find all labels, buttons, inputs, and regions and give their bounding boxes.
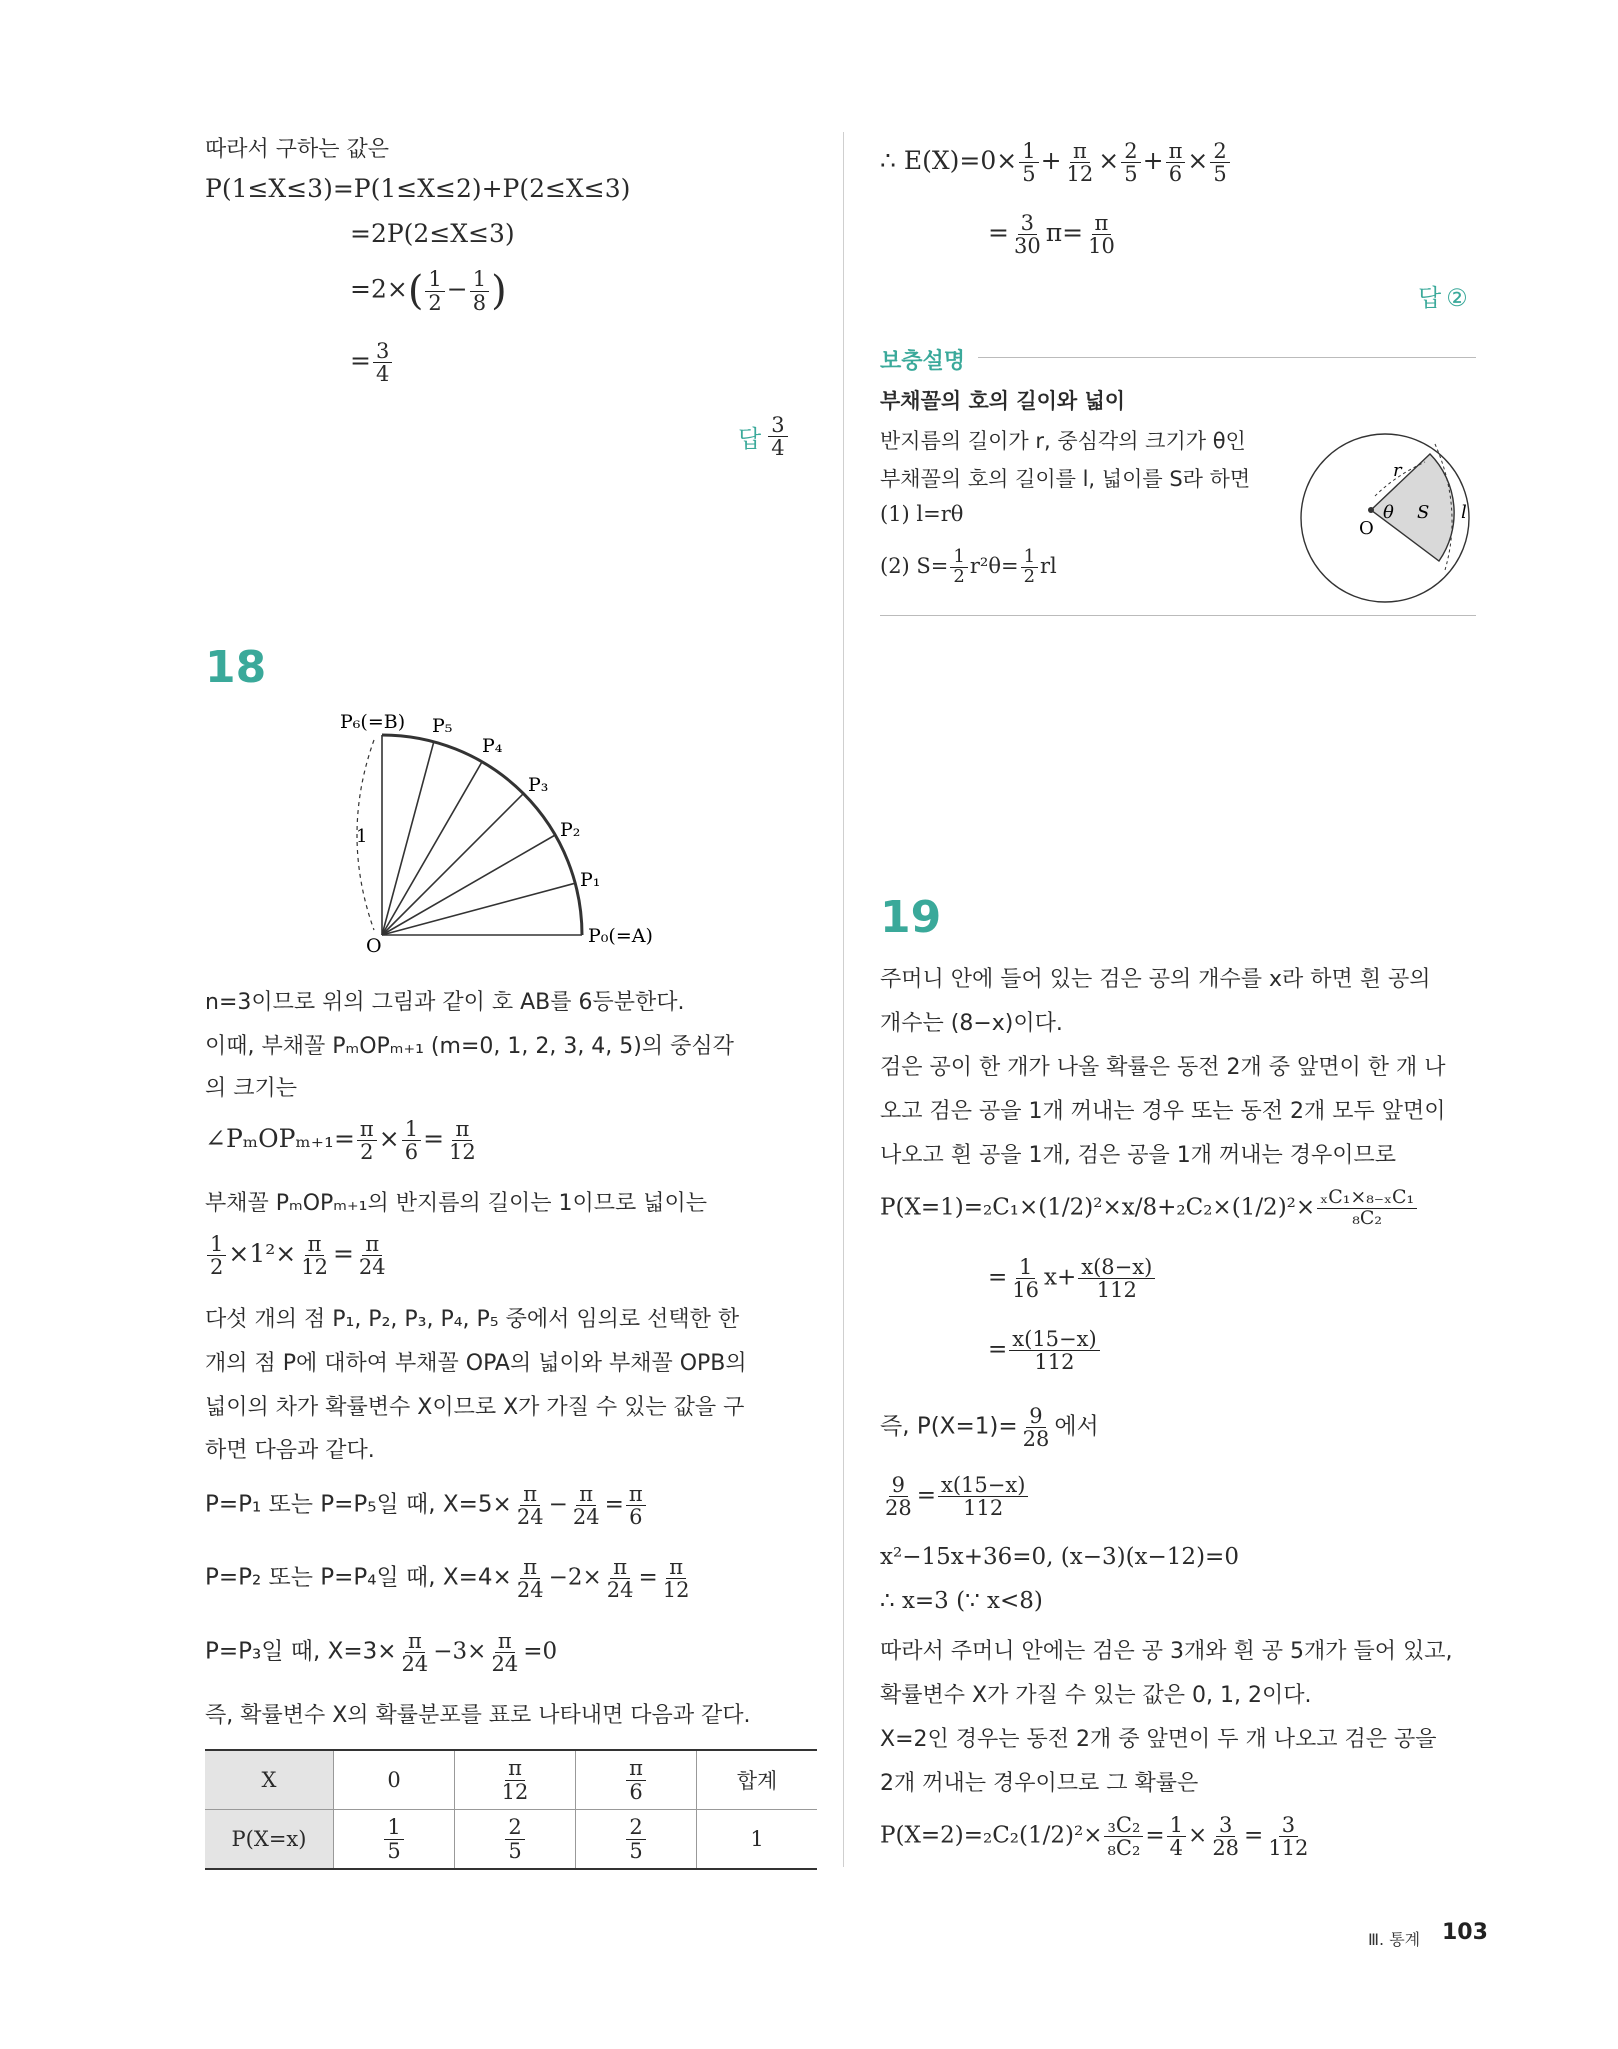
supplement-line-3: (1) l=rθ [880,502,964,526]
table-cell: $\frac{2}{5}$ [455,1810,576,1870]
sol19-line-4: 오고 검은 공을 1개 꺼내는 경우 또는 동전 2개 모두 앞면이 [880,1099,1446,1124]
supplement-rule-top [978,357,1476,358]
sol18-line-3: 의 크기는 [205,1076,298,1101]
label-p2: P₂ [560,819,581,841]
footer-section: Ⅲ. 통계 [1368,1930,1421,1949]
quadratic-eq: x²−15x+36=0, (x−3)(x−12)=0 [880,1544,1239,1570]
answer-17-right: 답 ② [1418,284,1468,312]
supplement-rule-bottom [880,615,1476,616]
prob-line-6: 즉, P(X=1)= $\frac{9}{28}$ 에서 [880,1404,1099,1452]
label-o: O [366,935,382,957]
table-header-x: X [205,1750,334,1810]
case-p2-p4: P=P₂ 또는 P=P₄일 때, X=4× $\frac{\pi}{24}$ −2× $\frac{\pi}{24}$ = $\frac{\pi}{12}$ [205,1555,690,1603]
area-eq: $\frac{1}{2}$ ×1²× $\frac{\pi}{12}$ = $\frac{\pi}{24}$ [205,1233,391,1278]
case-p3: P=P₃일 때, X=3× $\frac{\pi}{24}$ −3× $\frac{\pi}{24}$ =0 [205,1629,558,1677]
label-l: l [1461,502,1467,523]
prob-eq-1: P(X=1)=₂C₁×(1/2)²×x/8+₂C₂×(1/2)²× $\frac{\text{ₓC₁×₈₋ₓC₁}}{\text{₈C₂}}$ [880,1188,1419,1229]
sol18-line-2: 이때, 부채꼴 PₘOPₘ₊₁ (m=0, 1, 2, 3, 4, 5)의 중심각 [205,1034,734,1059]
sol19-line-9: X=2인 경우는 동전 2개 중 앞면이 두 개 나오고 검은 공을 [880,1727,1437,1752]
probability-table [205,1749,817,1870]
sol19-line-8: 확률변수 X가 가질 수 있는 값은 0, 1, 2이다. [880,1683,1312,1708]
label-p6: P₆(=B) [340,711,406,733]
label-p4: P₄ [482,735,503,757]
eq-line-3: =2×( $\frac{1}{2}$ − $\frac{1}{8}$ ) [350,267,507,315]
sol19-line-5: 나오고 흰 공을 1개, 검은 공을 1개 꺼내는 경우이므로 [880,1143,1396,1168]
sol18-line-6: 개의 점 P에 대하여 부채꼴 OPA의 넓이와 부채꼴 OPB의 [205,1351,747,1376]
label-r: r [1393,460,1402,481]
label-p3: P₃ [528,774,549,796]
label-theta: θ [1383,502,1394,523]
supplement-subtitle: 부채꼴의 호의 길이와 넓이 [880,389,1126,413]
angle-eq: ∠PₘOPₘ₊₁= $\frac{\pi}{2}$ × $\frac{1}{6}$ = $\frac{\pi}{12}$ [205,1117,476,1165]
page-number: 103 [1442,1920,1488,1945]
sol19-line-2: 개수는 (8−x)이다. [880,1011,1063,1036]
label-o: O [1359,518,1374,539]
supplement-line-1: 반지름의 길이가 r, 중심각의 크기가 θ인 [880,429,1246,453]
eq-line-4: = $\frac{3}{4}$ [350,340,394,385]
label-p0: P₀(=A) [588,925,653,947]
label-s: S [1417,502,1430,523]
table-cell: 0 [334,1750,455,1810]
eq-line-1: P(1≤X≤3)=P(1≤X≤2)+P(2≤X≤3) [205,174,631,203]
table-header-p: P(X=x) [205,1810,334,1870]
sector-figure [1285,418,1485,618]
prob-eq-4: $\frac{9}{28}$ = $\frac{x(15-x)}{112}$ [880,1474,1030,1519]
sol18-line-1: n=3이므로 위의 그림과 같이 호 AB를 6등분한다. [205,990,685,1015]
column-divider [843,132,844,1867]
table-cell: 1 [697,1810,818,1870]
label-p1: P₁ [580,869,601,891]
answer-17: 답 $\frac{3}{4}$ [738,414,790,459]
supplement-line-2: 부채꼴의 호의 길이를 l, 넓이를 S라 하면 [880,467,1251,491]
table-cell: $\frac{\pi}{12}$ [455,1750,576,1810]
sol18-line-9: 즉, 확률변수 X의 확률분포를 표로 나타내면 다음과 같다. [205,1703,751,1728]
sol18-line-8: 하면 다음과 같다. [205,1438,375,1463]
question-number-18: 18 [205,642,267,693]
expectation-eq-2: = $\frac{3}{30}$ π= $\frac{\pi}{10}$ [988,211,1115,259]
sol18-line-7: 넓이의 차가 확률변수 X이므로 X가 가질 수 있는 값을 구 [205,1395,745,1420]
sol19-line-3: 검은 공이 한 개가 나올 확률은 동전 2개 중 앞면이 한 개 나 [880,1055,1446,1080]
supplement-title: 보충설명 [880,349,966,374]
expectation-eq-1: ∴ E(X)=0× $\frac{1}{5}$ + $\frac{\pi}{12}$ × $\frac{2}{5}$ + $\frac{\pi}{6}$ × $\frac{2}{5}$ [880,140,1232,185]
case-p1-p5: P=P₁ 또는 P=P₅일 때, X=5× $\frac{\pi}{24}$ − $\frac{\pi}{24}$ = $\frac{\pi}{6}$ [205,1483,648,1528]
prob-eq-2: = $\frac{1}{16}$ x+ $\frac{x(8-x)}{112}$ [988,1256,1157,1301]
question-number-19: 19 [880,892,942,943]
figure-18-quarter-circle [330,700,700,960]
label-radius-1: 1 [356,826,368,847]
label-p5: P₅ [432,715,453,737]
table-row [205,1810,817,1870]
sol19-line-1: 주머니 안에 들어 있는 검은 공의 개수를 x라 하면 흰 공의 [880,967,1431,992]
table-row [205,1750,817,1810]
prob-eq-7: P(X=2)=₂C₂(1/2)²× $\frac{\text{₃C₂}}{\text{₈C₂}}$ = $\frac{1}{4}$ × $\frac{3}{28}$ = $\frac{3}{112}$ [880,1813,1309,1861]
supplement-line-4: (2) S= $\frac{1}{2}$ r²θ= $\frac{1}{2}$ rl [880,546,1057,587]
table-cell: $\frac{1}{5}$ [334,1810,455,1870]
prob-eq-3: = $\frac{x(15-x)}{112}$ [988,1328,1102,1373]
sol19-line-10: 2개 꺼내는 경우이므로 그 확률은 [880,1771,1199,1796]
table-cell: 합계 [697,1750,818,1810]
intro-text: 따라서 구하는 값은 [205,137,390,162]
sol19-line-7: 따라서 주머니 안에는 검은 공 3개와 흰 공 5개가 들어 있고, [880,1639,1453,1664]
eq-line-2: =2P(2≤X≤3) [350,219,515,248]
table-cell: $\frac{\pi}{6}$ [576,1750,697,1810]
solution-x: ∴ x=3 (∵ x<8) [880,1588,1043,1614]
sol18-line-5: 다섯 개의 점 P₁, P₂, P₃, P₄, P₅ 중에서 임의로 선택한 한 [205,1307,740,1332]
table-cell: $\frac{2}{5}$ [576,1810,697,1870]
sol18-line-4: 부채꼴 PₘOPₘ₊₁의 반지름의 길이는 1이므로 넓이는 [205,1191,707,1216]
